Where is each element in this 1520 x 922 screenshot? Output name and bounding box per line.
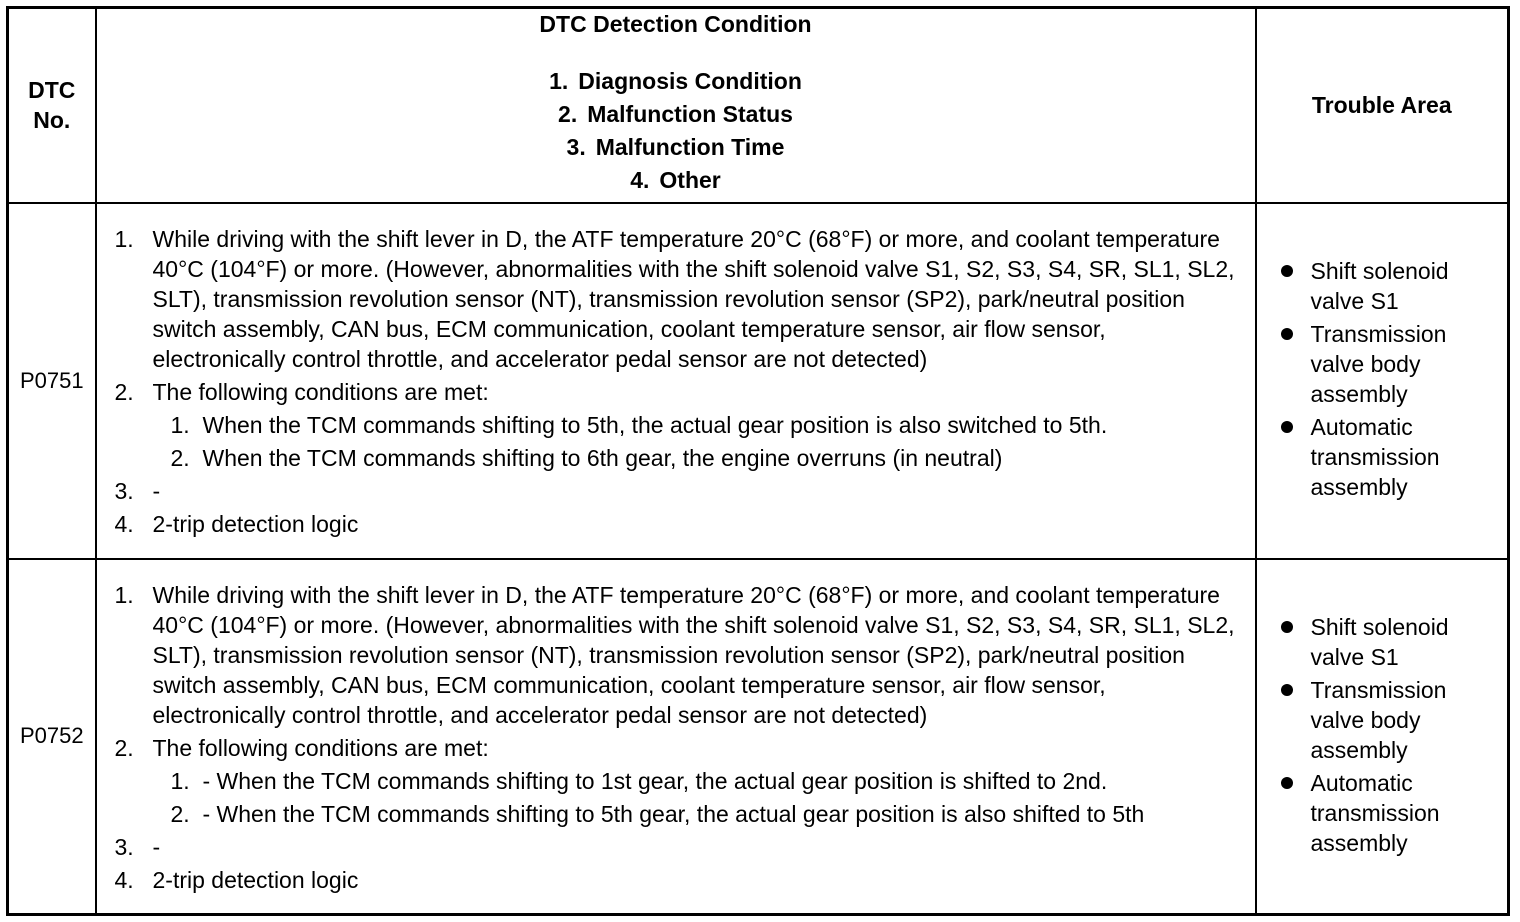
header-detection-condition [96, 8, 1256, 203]
condition-list [115, 224, 1243, 539]
detection-condition-cell [96, 559, 1256, 915]
sub-condition-list [171, 766, 1243, 829]
condition-item: 2. The following conditions are met: 1. When the TCM commands shifting to 5th, the actual gear position is also switched to 5th. 2. When the TCM commands shifting to 6th gear, the engine overruns (in neutral) [115, 377, 1243, 473]
trouble-area-list [1279, 612, 1500, 858]
sub-condition-item: 2. - When the TCM commands shifting to 5th gear, the actual gear position is also shifted to 5th [170, 800, 1145, 827]
header-dtc-no: DTC No. [8, 8, 96, 203]
sub-condition-item: 2. When the TCM commands shifting to 6th gear, the engine overruns (in neutral) [170, 445, 1003, 471]
condition-item: 2. The following conditions are met: 1. - When the TCM commands shifting to 1st gear, the actual gear position is shifted to 2nd. 2. - When the TCM commands shifting to 5th gear, the actual gear position is also shifted to 5th [115, 733, 1243, 829]
condition-item: 4. 2-trip detection logic [114, 511, 359, 537]
table-row [8, 559, 1509, 915]
header-condition-title: DTC Detection Condition [539, 11, 812, 38]
condition-item: 1. While driving with the shift lever in D, the ATF temperature 20°C (68°F) or more, and coolant temperature 40°C (104°F) or more. (However, abnormalities with the shift solenoid valve S1, S2, S3, S4, SR, SL1, SL2, SLT), transmission revolution sensor (NT), transmission revolution sensor (SP2), park/neutral position switch assembly, CAN bus, ECM communication, coolant temperature sensor, air flow sensor, electronically control throttle, and accelerator pedal sensor are not detected) [114, 581, 1235, 728]
trouble-area-item: Automatic transmission assembly [1279, 768, 1500, 858]
trouble-area-list [1279, 256, 1500, 502]
table-row [8, 203, 1509, 559]
header-condition-item: 2. Malfunction Status [558, 101, 793, 128]
condition-item: 3. - [114, 833, 161, 860]
header-condition-item: 3. Malfunction Time [566, 134, 785, 161]
condition-item: 1. While driving with the shift lever in D, the ATF temperature 20°C (68°F) or more, and coolant temperature 40°C (104°F) or more. (However, abnormalities with the shift solenoid valve S1, S2, S3, S4, SR, SL1, SL2, SLT), transmission revolution sensor (NT), transmission revolution sensor (SP2), park/neutral position switch assembly, CAN bus, ECM communication, coolant temperature sensor, air flow sensor, electronically control throttle, and accelerator pedal sensor are not detected) [114, 226, 1235, 372]
trouble-area-item: Automatic transmission assembly [1279, 412, 1500, 502]
condition-item: 3. - [114, 478, 161, 504]
header-trouble-area: Trouble Area [1256, 8, 1509, 203]
trouble-area-item: Shift solenoid valve S1 [1279, 612, 1500, 672]
condition-list [115, 580, 1243, 895]
dtc-code: P0752 [8, 559, 96, 915]
header-condition-list [97, 65, 1255, 197]
trouble-area-item: Shift solenoid valve S1 [1279, 256, 1500, 316]
header-condition-item: 1. Diagnosis Condition [549, 68, 802, 95]
condition-item: 4. 2-trip detection logic [114, 866, 359, 893]
sub-condition-item: 1. When the TCM commands shifting to 5th, the actual gear position is also switched to 5th. [170, 412, 1108, 438]
sub-condition-list [171, 410, 1243, 473]
sub-condition-item: 1. - When the TCM commands shifting to 1st gear, the actual gear position is shifted to 2nd. [170, 767, 1108, 794]
dtc-table [6, 6, 1510, 916]
dtc-code: P0751 [8, 203, 96, 559]
trouble-area-item: Transmission valve body assembly [1279, 675, 1500, 765]
header-condition-item: 4. Other [630, 167, 721, 194]
trouble-area-cell [1256, 559, 1509, 915]
trouble-area-item: Transmission valve body assembly [1279, 319, 1500, 409]
detection-condition-cell [96, 203, 1256, 559]
table-header-row [8, 8, 1509, 203]
trouble-area-cell [1256, 203, 1509, 559]
